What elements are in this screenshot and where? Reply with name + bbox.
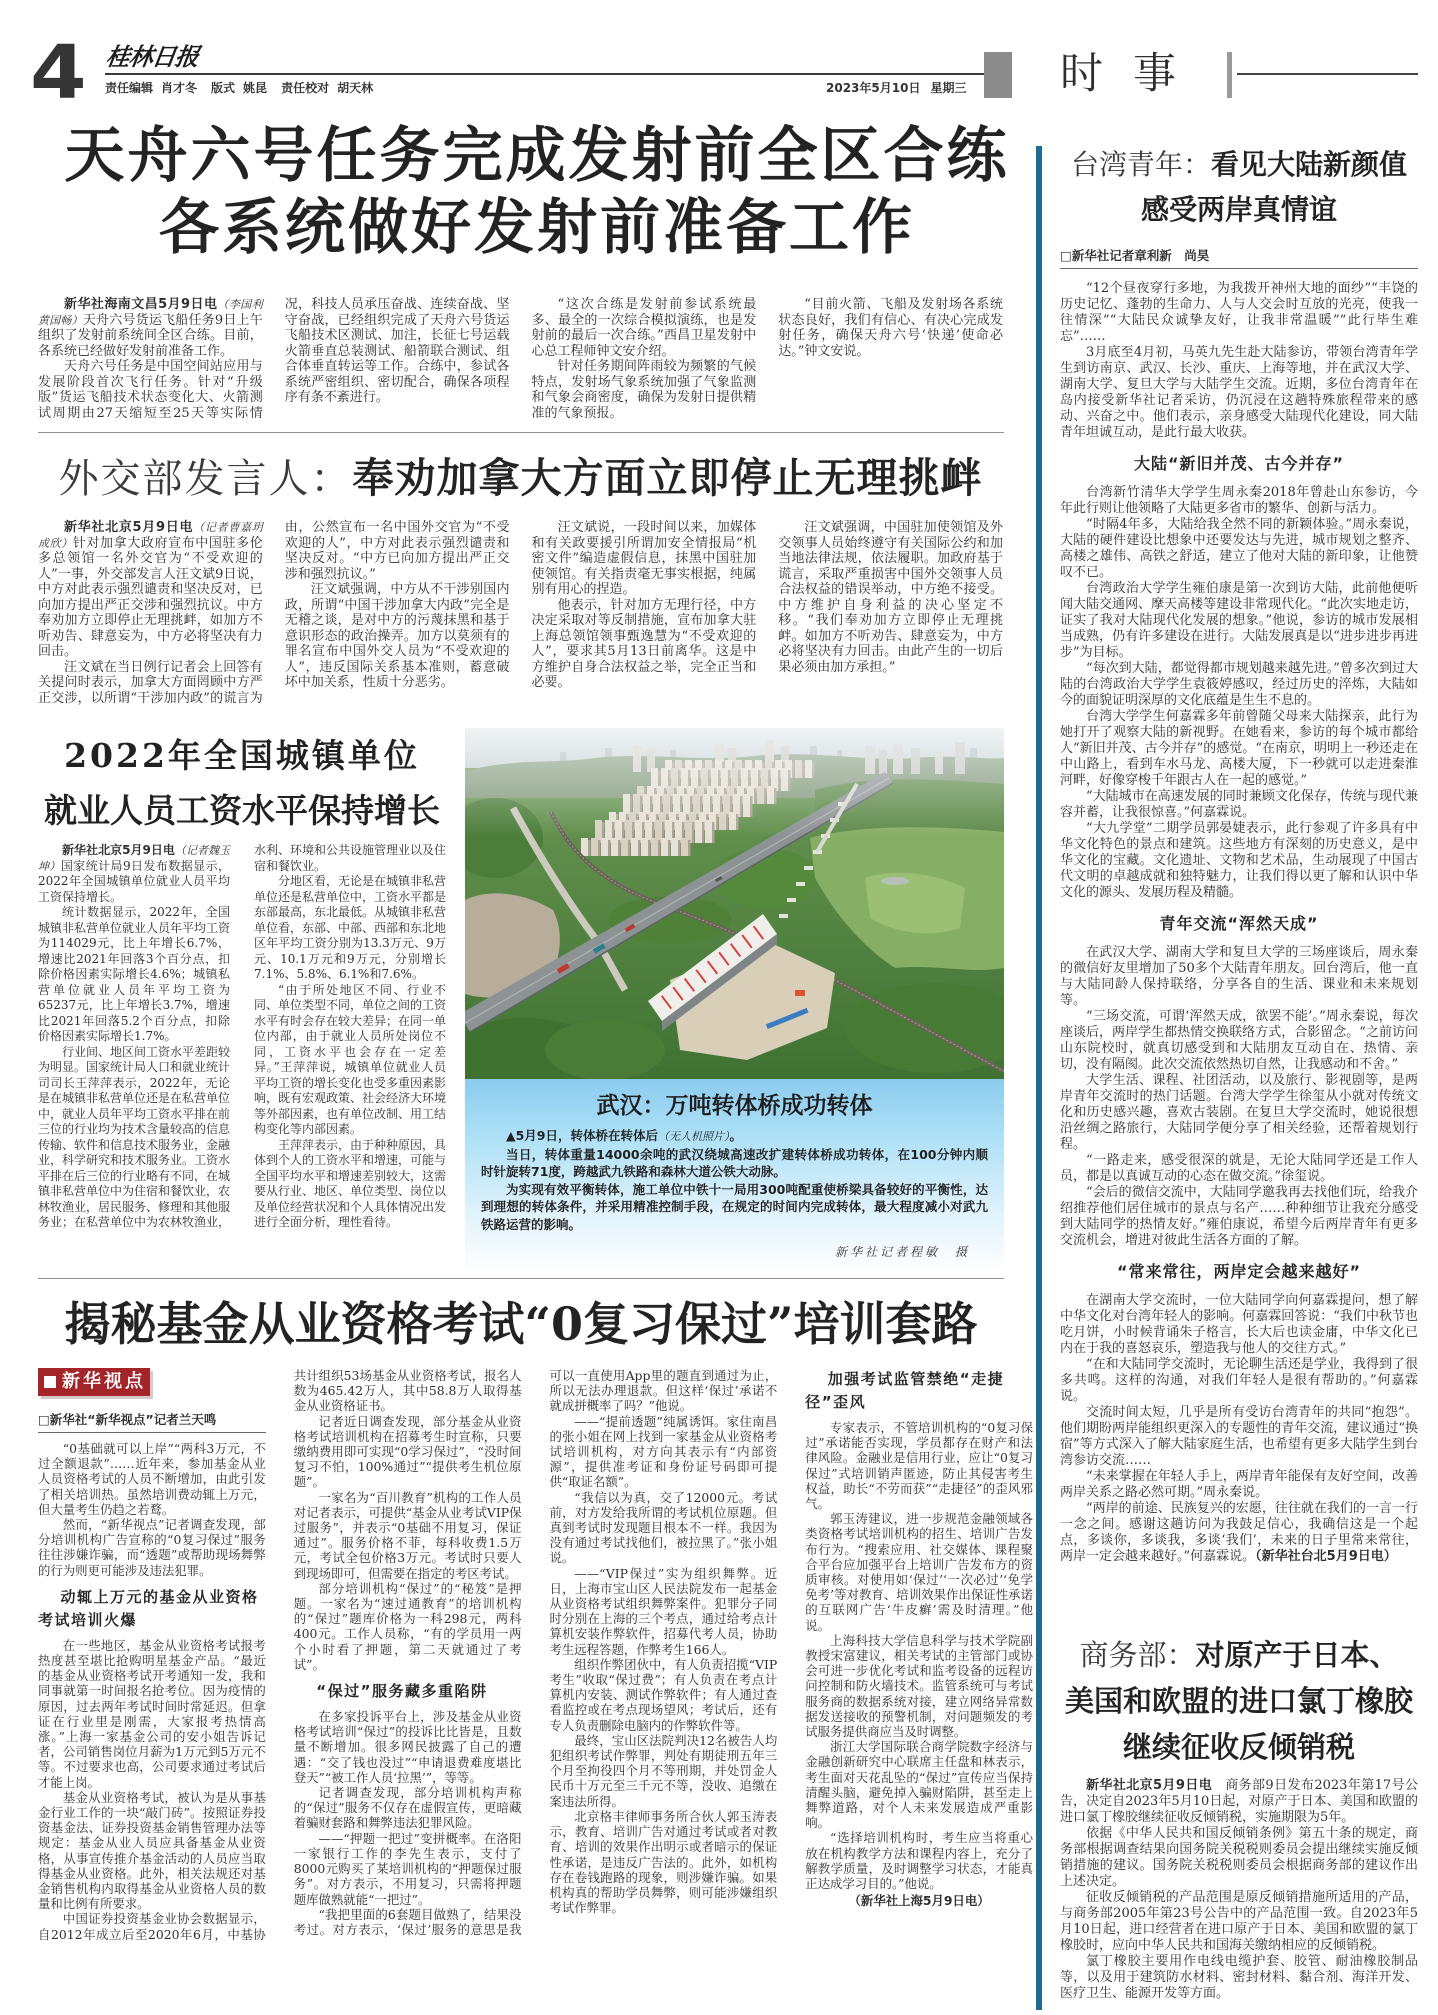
section-title: 时事: [1060, 49, 1206, 99]
article-paragraph: “每次到大陆，都觉得都市规划越来越先进。”曾多次到过大陆的台湾政治大学学生袁筱婷感叹，经过历史的淬炼，大陆如今的面貌证明深厚的文化底蕴是生生不息的。: [1060, 661, 1418, 708]
photo-building: [671, 838, 678, 856]
headline-mofcom: [1060, 1632, 1418, 1770]
article-paragraph: “0基础就可以上岸”“两科3万元，不过全额退款”……近年来，参加基金从业人员资格考试的人员不断增加，由此引发了相关培训热。虽然培训费动辄上万元，但大量考生仍趋之若鹜。: [38, 1441, 266, 1517]
article-paragraph: 行业间、地区间工资水平差距较为明显。国家统计局人口和就业统计司司长王萍萍表示，2022年，无论是在城镇非私营单位还是在私营单位中，就业人员年平均工资水平排在前三位的行业均为技术含量较高的信息传输、软件和信息技术服务业，金融业，科学研究和技术服务业。工资水平排在后三位的行业略有不同，在城镇非私营单位中为住宿和餐饮业，农林牧渔业，居民服务、修理和其他服务业；在私营单位中为农林牧渔业，水利、环境和公共设施管理业以及住宿和餐饮业。: [38, 843, 447, 1229]
article-paragraph: 汪文斌在当日例行记者会上回答有关提问时表示，加拿大方面罔顾中方严正交涉，以所谓“干涉加内政”的谎言为由，公然宣布一名中国外交官为“不受欢迎的人”，中方对此表示强烈谴责和坚决反对。“中方已向加方提出严正交涉和强烈抗议。”: [38, 520, 510, 706]
weekday-text: 星期三: [930, 81, 967, 95]
subheading: “保过”服务藏多重陷阱: [316, 1682, 488, 1701]
article-paragraph: 基金从业资格考试，被认为是从事基金行业工作的一块“敲门砖”。按照证券投资基金法、证券投资基金销售管理办法等规定：基金从业人员应具备基金从业资格，从事宣传推介基金活动的人员应当取得基金从业资格。此外，相关法规还对基金销售机构内取得基金从业资格人员的数量和比例有所要求。: [38, 1789, 266, 1912]
square-icon: [44, 1376, 56, 1388]
newspaper-masthead-logo: 桂林日报: [104, 42, 201, 71]
article-paragraph: 最终，宝山区法院判决12名被告人均犯组织考试作弊罪，判处有期徒刑五年三个月至拘役四个月不等刑期，并处罚金人民币十万元至三千元不等，没收、追缴在案违法所得。: [549, 1732, 778, 1809]
date-text: 2023年5月10日: [826, 81, 921, 95]
article-paragraph: 交流时间太短，几乎是所有受访台湾青年的共同“抱怨”。他们期盼两岸能组织更深入的专题性的青年交流，建议通过“换宿”等方式深入了解大陆家庭生活，也希望有更多大陆学生到台湾参访交流……: [1060, 1405, 1418, 1468]
credit-name: 胡天林: [337, 81, 374, 95]
photo-building: [591, 838, 598, 856]
dateline: 新华社海南文昌5月9日电: [64, 297, 218, 312]
article-paragraph: “由于所处地区不同、行业不同、单位类型不同，单位之间的工资水平有时会存在较大差异；在同一单位内部，由于就业人员所处岗位不同，工资水平也会存在一定差异。”王萍萍说，城镇单位就业人员平均工资的增长变化也受多重因素影响，既有宏观政策、社会经济大环境等外部因素，也有单位改制、用工结构变化等内部因素。: [254, 982, 447, 1136]
article-taiwan-youth: [1060, 142, 1418, 1565]
lead-text: 针对加拿大政府宣布中国驻多伦多总领馆一名外交官为“不受欢迎的人”一事，外交部发言人汪文斌9日说，中方对此表示强烈谴责和坚决反对，已向加方提出严正交涉和强烈抗议。中方奉劝加方立即停止无理挑衅，如加方不听劝告、肆意妄为，中方必将坚决有力回击。: [38, 535, 263, 659]
section-divider-bar: [1227, 52, 1232, 98]
article-paragraph: 大学生活、课程、社团活动，以及旅行、影视剧等，是两岸青年交流时的热门话题。台湾大学学生徐玺从小就对传统文化和历史感兴趣，喜欢古装剧。在复旦大学交流时，她说很想沿丝绸之路旅行，大陆同学便分享了相关经验，还帮着规划行程。: [1060, 1073, 1418, 1152]
headline-line: 就业人员工资水平保持增长: [44, 791, 440, 830]
photo-building: [678, 840, 681, 856]
credit-role: 责任编辑: [105, 81, 154, 95]
article-paragraph: “在和大陆同学交流时，无论聊生活还是学业，我得到了很多共鸣。这样的沟通，对我们年轻人是很有帮助的。”何嘉霖说。: [1060, 1357, 1418, 1404]
article-paragraph: 他表示，针对加方无理行径，中方决定采取对等反制措施，宣布加拿大驻上海总领馆领事甄逸慧为“不受欢迎的人”，要求其5月13日前离华。这是中方维护自身合法权益之举，完全正当和必要。: [531, 597, 757, 690]
article-paragraph: “三场交流，可谓‘浑然天成，欲罢不能’。”周永秦说，每次座谈后，两岸学生都热情交换联络方式，合影留念。“之前访问山东院校时，就真切感受到和大陆朋友互动自在、热情、亲切，没有隔阂。此次交流依然热切自然，让我感动和不舍。”: [1060, 1009, 1418, 1072]
headline-fund-exam: 揭秘基金从业资格考试“0复习保过”培训套路: [64, 1297, 978, 1351]
section-divider: [38, 432, 1004, 433]
dateline: 新华社北京5月9日电: [1086, 1778, 1213, 1793]
article-paragraph: “12个昼夜穿行多地，为我拨开神州大地的面纱”“丰饶的历史记忆、蓬勃的生命力、人与人交会时互放的光亮，使我一往情深”“大陆民众诚挚友好，让我非常温暖”“此行毕生难忘”……: [1060, 281, 1418, 344]
photo-building: [631, 838, 638, 856]
article-paragraph: “选择培训机构时，考生应当将重心放在机构教学方法和课程内容上，充分了解教学质量，及时调整学习状态，才能真正达成学习目的。”他说。: [805, 1830, 1033, 1892]
photo-building: [601, 838, 608, 856]
article-paragraph: 分地区看，无论是在城镇非私营单位还是私营单位中，工资水平都是东部最高，东北最低。从城镇非私营单位看，东部、中部、西部和东北地区年平均工资分别为13.3万元、9万元、10.1万元和9万元，分别增长7.1%、5.8%、6.1%和7.6%。: [254, 874, 447, 981]
photo-caption-lead: [481, 1127, 988, 1146]
article-paragraph: ——“VIP保过”实为组织舞弊。近日，上海市宝山区人民法院发布一起基金从业资格考试组织舞弊案件。犯罪分子同时分别在上海的三个考点，通过给考点计算机安装作弊软件，招募代考人员，协助考生远程答题，作弊考生166人。: [549, 1565, 778, 1657]
article-paragraph: 在武汉大学、湖南大学和复旦大学的三场座谈后，周永秦的微信好友里增加了50多个大陆青年朋友。回台湾后，他一直与大陆同龄人保持联络，分享各自的生活、课业和未来规划等。: [1060, 945, 1418, 1008]
article-paragraph: 3月底至4月初，马英九先生赴大陆参访，带领台湾青年学生到访南京、武汉、长沙、重庆、上海等地，并在武汉大学、湖南大学、复旦大学与大陆学生交流。近期，多位台湾青年在岛内接受新华社记者采访，仍沉浸在这趟特殊旅程带来的感动、兴奋之中。他们表示，亲身感受大陆现代化建设，同大陆青年坦诚互动，是此行最大收获。: [1060, 345, 1418, 440]
photo-caption-title: 武汉：万吨转体桥成功转体: [596, 1092, 873, 1119]
headline-prefix: 台湾青年：: [1070, 148, 1211, 181]
column-accent-bar: [1036, 146, 1042, 2010]
article-paragraph: “一路走来，感受很深的就是，无论大陆同学还是工作人员，都是以真诚互动的心态在做交流。”徐玺说。: [1060, 1153, 1418, 1184]
headline-line: 继续征收反倾销税: [1122, 1730, 1355, 1764]
photo-frame: [465, 728, 1004, 1079]
caption-lead-text: ▲5月9日，转体桥在转体后: [506, 1128, 659, 1143]
photo-machinery: [795, 990, 805, 996]
lead-text: 商务部9日发布2023年第17号公告，决定自2023年5月10日起，对原产于日本、美国和欧盟的进口氯丁橡胶继续征收反倾销税，实施期限为5年。: [1060, 1778, 1418, 1825]
credit-name: 肖才冬: [161, 81, 198, 95]
paragraph-text: “两岸的前途、民族复兴的宏愿，往往就在我们的一言一行一念之间。感谢这趟访问为我鼓足信心，我确信这是一个起点，多谈你，多谈我，多谈‘我们’，未来的日子里常来常往，两岸一定会越来越好。”何嘉霖说。: [1060, 1501, 1418, 1564]
photo-building: [628, 840, 631, 856]
headline-prefix: 商务部：: [1079, 1638, 1196, 1672]
credit-role: 版式: [211, 81, 236, 95]
headline-line: [1060, 1632, 1418, 1678]
subheading: “常来常往，两岸定会越来越好”: [1116, 1262, 1362, 1281]
article-mofcom: [1060, 1632, 1418, 2002]
article-paragraph: 一家名为“百川教育”机构的工作人员对记者表示，可提供“基金从业考试VIP保过服务”，并表示“0基础不用复习，保证通过”。服务价格不菲，每科收费1.5万元，考试全包价格3万元。考试时只要人到现场即可，但需要在指定的考区考试。: [293, 1489, 522, 1581]
caption-note: （无人机照片）: [658, 1130, 730, 1143]
photo-caption-box: [465, 1079, 1004, 1268]
photo-building: [641, 838, 648, 856]
dateline: 新华社北京5月9日电: [62, 843, 175, 857]
article-paragraph: “我把里面的6套题目做熟了，结果没考过。对方表示，‘保过’服务的意思是我可以一直使用App里的题直到通过为止，所以无法办理退款。但这样‘保过’承诺不就成拼概率了吗？”他说。: [293, 1368, 778, 1937]
headline-taiwan-youth: [1060, 142, 1418, 232]
headline-line: 美国和欧盟的进口氯丁橡胶: [1064, 1684, 1413, 1718]
article-paragraph: 针对任务期间阵雨较为频繁的气候特点，发射场气象系统加强了气象监测和气象会商密度，确保为发射日提供精准的气象预报。: [531, 359, 757, 421]
headline-main: 奉劝加拿大方面立即停止无理挑衅: [352, 454, 983, 502]
photo-building: [688, 840, 691, 856]
article-paragraph: 在一些地区，基金从业资格考试报考热度甚至堪比抢购明星基金产品。“最近的基金从业资格考试开考通知一发，我和同事就第一时间报名抢考位。因为疫情的原因，过去两年考试时间时常延迟。但拿证在行业里是刚需，大家报考热情高涨。”上海一家基金公司的安小姐告诉记者，公司销售岗位月薪为1万元到5万元不等。不过要求也高，公司要求通过考试后才能上岗。: [38, 1637, 266, 1790]
article-mfa-body: [38, 520, 1003, 710]
article-end-dateline: （新华社上海5月9日电）: [848, 1893, 990, 1909]
article-paragraph: 中国证券投资基金业协会数据显示，自2012年成立后至2020年6月，中基协共计组织53场基金从业资格考试，报名人数为465.42万人，其中58.8万人取得基金从业资格证书。: [38, 1368, 522, 1942]
article-paragraph: “时隔4年多，大陆给我全然不同的新颖体验。”周永秦说，大陆的硬件建设比想象中还要发达与先进，城市规划之整齐、高楼之雄伟、高铁之舒适，建立了他对大陆的新印象，让他赞叹不已。: [1060, 517, 1418, 580]
headline-line: 天舟六号任务完成发射前全区合练: [64, 121, 1010, 191]
article-paragraph: “大陆城市在高速发展的同时兼顾文化保存，传统与现代兼容并蓄，让我很惊喜。”何嘉霖说。: [1060, 789, 1418, 820]
photo-building: [661, 838, 668, 856]
column-badge: [38, 1368, 150, 1396]
article-paragraph: 浙江大学国际联合商学院数字经济与金融创新研究中心联席主任盘和林表示，考生面对天花乱坠的“保过”宣传应当保持清醒头脑，避免掉入骗财陷阱，甚至走上舞弊道路，对个人未来发展造成严重影响。: [805, 1739, 1033, 1831]
article-paragraph: 组织作弊团伙中，有人负责招揽“VIP考生”收取“保过费”；有人负责在考点计算机内安装、测试作弊软件；有人通过查看监控或在考点现场望风；考试后，还有专人负责删除电脑内的作弊软件等。: [549, 1656, 778, 1733]
article-paragraph: [38, 520, 263, 660]
photo-building: [638, 840, 641, 856]
header-rule: [105, 73, 985, 75]
photo-atmospheric-haze: [465, 728, 1004, 838]
article-paragraph: 郭玉涛建议，进一步规范金融领域各类资格考试培训机构的招生、培训广告发布行为。“搜索应用、社交媒体、课程聚合平台应加强平台上培训广告发布方的资质审核。对使用如‘保过’‘一次必过’‘免学免考’等对教育、培训效果作出保证性承诺的互联网广告‘牛皮癣’需及时清理。”他说。: [805, 1511, 1033, 1633]
article-paragraph: 专家表示，不管培训机构的“0复习保过”承诺能否实现，学员都存在财产和法律风险。金融业是信用行业，应让“0复习保过”式培训销声匿迹，防止其侵害考生权益，助长“不劳而获”“走捷径”的歪风邪气。: [805, 1420, 1033, 1512]
section-marker-block: [984, 52, 1012, 98]
headline-line: [1060, 142, 1418, 187]
photo-building: [581, 838, 588, 856]
reporters: （记者魏玉坤）: [38, 844, 231, 873]
article-paragraph: 台湾新竹清华大学学生周永秦2018年曾赴山东参访，今年此行则让他领略了大陆更多省市的繁华、创新与活力。: [1060, 485, 1418, 516]
article-end-dateline: （新华社台北5月9日电）: [1255, 1549, 1397, 1564]
photo-building: [611, 838, 618, 856]
article-paragraph: 天舟六号任务是中国空间站应用与发展阶段首次飞行任务。针对“升级版”货运飞船技术状态变化大、火箭测试周期由27天缩短至25天等实际情况，科技人员承压奋战、连续奋战、坚守奋战，已经组织完成了天舟六号货运飞船技术区测试、加注，长征七号运载火箭垂直总装测试、船箭联合测试、组合体垂直转运等工作。合练中，参试各系统严密组织、密切配合，确保各项程序有条不紊进行。: [38, 297, 510, 421]
article-wages-body: [38, 843, 446, 1271]
article-paragraph: 台湾大学学生何嘉霖多年前曾随父母来大陆探亲，此行为她打开了观察大陆的新视野。在她看来，参访的每个城市都给人“新旧并茂、古今并存”的感觉。“在南京，明明上一秒还走在中山路上，看到车水马龙、高楼大厦，下一秒就可以走进秦淮河畔，好像穿梭千年跟古人在一起的感觉。”: [1060, 709, 1418, 788]
reporters: （记者曹嘉玥 成欣）: [38, 521, 263, 550]
article-paragraph: “目前火箭、飞船及发射场各系统状态良好，我们有信心、有决心完成发射任务，确保天舟六号‘快递’使命必达。”钟文安说。: [778, 297, 1003, 359]
caption-tail: 。: [729, 1128, 743, 1143]
headline-tianzhou: [38, 120, 1036, 264]
photo-building: [658, 840, 661, 856]
article-paragraph: ——“押题一把过”变拼概率。在洛阳一家银行工作的李先生表示，支付了8000元购买了某培训机构的“押题保过服务”。对方表示，不用复习，只需将押题题库做熟就能“一把过”。: [293, 1830, 522, 1907]
photo-credit: 新华社记者程敏 摄: [834, 1245, 970, 1259]
photo-caption-paragraph: 为实现有效平衡转体，施工单位中铁十一局用300吨配重使桥梁具备较好的平衡性，达到理想的转体条件，并采用精准控制手段，在规定的时间内完成转体，最大程度减小对武九铁路运营的影响。: [481, 1181, 988, 1232]
headline-line: 各系统做好发射前准备工作: [159, 193, 915, 263]
credit-name: 姚昆: [243, 81, 268, 95]
photo-building: [618, 840, 621, 856]
lead-text: 国家统计局9日发布数据显示，2022年全国城镇单位就业人员平均工资保持增长。: [38, 858, 231, 904]
photo-building: [621, 838, 628, 856]
article-paragraph: “我信以为真，交了12000元。考试前，对方发给我所谓的考试机位原题。但真到考试时发现题目根本不一样。我因为没有通过考试找他们，被拉黑了。”张小姐说。: [549, 1489, 778, 1566]
article-paragraph: [38, 843, 230, 905]
subheading: 青年交流“浑然天成”: [1159, 914, 1319, 933]
article-paragraph: “会后的微信交流中，大陆同学邀我再去找他们玩，给我介绍推荐他们居住城市的景点与名产……种种细节让我充分感受到大陆同学的热情友好。”雍伯康说，希望今后两岸青年有更多交流机会，增进对彼此生活各方面的了解。: [1060, 1185, 1418, 1248]
credit-role: 责任校对: [281, 81, 330, 95]
article-paragraph: 依据《中华人民共和国反倾销条例》第五十条的规定，商务部根据调查结果向国务院关税税则委员会提出继续实施反倾销措施的建议。国务院关税税则委员会根据商务部的建议作出上述决定。: [1060, 1826, 1418, 1889]
article-fund-body: [38, 1368, 1033, 2010]
headline-line: 2022年全国城镇单位: [64, 736, 420, 775]
subheading: 加强考试监管禁绝“走捷径”歪风: [805, 1370, 1005, 1411]
article-paragraph: [1060, 1778, 1418, 1826]
article-paragraph: 在多家投诉平台上，涉及基金从业资格考试培训“保过”的投诉比比皆是，且数量不断增加。很多网民披露了自己的遭遇：“交了钱也没过”“申请退费难度堪比登天”“被工作人员‘拉黑’”，等等。: [293, 1709, 522, 1785]
editor-credits: [105, 81, 387, 96]
subheading: 大陆“新旧并茂、古今并存”: [1133, 454, 1345, 473]
photo-building: [651, 838, 658, 856]
dateline: 新华社北京5月9日电: [64, 520, 194, 535]
photo-building: [598, 840, 601, 856]
byline: □新华社记者章利新 尚昊: [1060, 248, 1418, 269]
article-paragraph: “这次合练是发射前参试系统最多、最全的一次综合模拟演练，也是发射前的最后一次合练。”西昌卫星发射中心总工程师钟文安介绍。: [531, 297, 757, 359]
photo-caption-paragraph: 当日，转体重量14000余吨的武汉绕城高速改扩建转体桥成功转体，在100分钟内顺时针旋转71度，跨越武九铁路和森林大道公铁大动脉。: [481, 1146, 988, 1179]
article-paragraph: 在湖南大学交流时，一位大陆同学向何嘉霖提问，想了解中华文化对台湾年轻人的影响。何嘉霖回答说：“我们中秋节也吃月饼，小时候背诵朱子格言，长大后也读金庸，中华文化已内在于我的喜怒哀乐，塑造我与他人的交往方式。”: [1060, 1293, 1418, 1356]
badge-label: 新华视点: [62, 1371, 146, 1393]
article-paragraph: 记者近日调查发现，部分基金从业资格考试培训机构在招募考生时宣称，只要缴纳费用即可实现“0学习保过”，“没时间复习不怕，100%通过”“提供考生机位原题”。: [293, 1413, 522, 1490]
article-paragraph: 王萍萍表示，由于种种原因，具体到个人的工资水平和增速，可能与全国平均水平和增速差别较大，这需要从行业、地区、单位类型、岗位以及单位经营状况和个人具体情况出发进行全面分析，理性看待。: [254, 1137, 447, 1229]
right-column: [1060, 142, 1418, 2002]
page-number: 4: [30, 30, 87, 116]
article-paragraph: 记者调查发现，部分培训机构声称的“保过”服务不仅存在虚假宣传，更暗藏着骗财套路和舞弊违法犯罪风险。: [293, 1785, 522, 1831]
article-paragraph: 汪文斌强调，中国驻加使领馆及外交领事人员始终遵守有关国际公约和加当地法律法规，依法履职。加政府基于谎言，采取严重损害中国外交领事人员合法权益的错误举动，中方绝不接受。中方维护自身利益的决心坚定不移。“我们奉劝加方立即停止无理挑衅。如加方不听劝告、肆意妄为，中方必将坚决有力回击。由此产生的一切后果必须由加方承担。”: [778, 520, 1003, 675]
article-paragraph: 然而，“新华视点”记者调查发现，部分培训机构广告宣称的“0复习保过”服务往往涉嫌诈骗，而“透题”或帮助现场舞弊的行为则更可能涉及违法犯罪。: [38, 1517, 266, 1578]
headline-mfa: [38, 452, 1003, 513]
photo-building: [668, 840, 671, 856]
header-rule-right: [1237, 73, 1418, 75]
article-paragraph: [1060, 1501, 1418, 1565]
article-paragraph: 征收反倾销税的产品范围是原反倾销措施所适用的产品，与商务部2005年第23号公告中的产品范围一致。自2023年5月10日起，进口经营者在进口原产于日本、美国和欧盟的氯丁橡胶时，应向中华人民共和国海关缴纳相应的反倾销税。: [1060, 1890, 1418, 1953]
bridge-aerial-photo: [465, 728, 1004, 1079]
article-paragraph: “大九学堂”二期学员郭晏婕表示，此行参观了许多具有中华文化特色的景点和建筑。这些地方有深刻的历史意义，是中华文化的宝藏。文化遗址、文物和艺术品，生动展现了中国古代文明的卓越成就和独特魅力，让我们得以更了解和认识中华文化的源头、发展历程及精髓。: [1060, 821, 1418, 900]
photo-building: [648, 840, 651, 856]
article-paragraph: [38, 297, 263, 359]
photo-pond: [881, 877, 909, 885]
byline: □新华社“新华视点”记者兰天鸣: [38, 1412, 266, 1433]
reporters: （李国利 黄国畅）: [38, 298, 263, 327]
article-paragraph: “未来掌握在年轻人手上，两岸青年能保有友好空间，改善两岸关系之路必然可期。”周永秦说。: [1060, 1469, 1418, 1500]
headline-line: 感受两岸真情谊: [1140, 193, 1337, 226]
lead-text: 天舟六号货运飞船任务9日上午组织了发射前系统间全区合练。目前，各系统已经做好发射前准备工作。: [38, 312, 263, 359]
article-paragraph: 北京格丰律师事务所合伙人郭玉涛表示，教育、培训广告对通过考试或者对教育、培训的效果作出明示或者暗示的保证性承诺，是违反广告法的。此外，如机构存在卷钱跑路的现象，则涉嫌诈骗。如果机构真的帮助学员舞弊，则可能涉嫌组织考试作弊罪。: [549, 1808, 778, 1916]
headline-main: 看见大陆新颜值: [1211, 148, 1408, 181]
photo-building: [608, 840, 611, 856]
article-paragraph: 汪文斌说，一段时间以来，加媒体和有关政要援引所谓加安全情报局“机密文件”编造虚假信息，抹黑中国驻加使领馆。有关指责毫无事实根据，纯属别有用心的捏造。: [531, 520, 757, 597]
article-paragraph: 上海科技大学信息科学与技术学院副教授宋富建议，相关考试的主管部门或协会可进一步优化考试和监考设备的远程访问控制和防火墙技术。监管系统可与考试服务商的数据系统对接，建立网络异常数据发送接收的预警机制，对问题频发的考试服务提供商应当及时调整。: [805, 1632, 1033, 1740]
subheading: 动辄上万元的基金从业资格考试培训火爆: [38, 1587, 259, 1629]
article-paragraph: 台湾政治大学学生雍伯康是第一次到访大陆，此前他便听闻大陆交通网、摩天高楼等建设非常现代化。“此次实地走访，证实了我对大陆现代化发展的想象。”他说，参访的城市发展相当成熟，仍有许多建设在进行。大陆发展真是以“进步进步再进步”为目标。: [1060, 581, 1418, 660]
article-paragraph: 氯丁橡胶主要用作电线电缆护套、胶管、耐油橡胶制品等，以及用于建筑防水材料、密封材料、黏合剂、海洋开发、医疗卫生、能源开发等方面。: [1060, 1954, 1418, 2001]
article-tianzhou-body: [38, 297, 1003, 423]
photo-building: [681, 838, 688, 856]
headline-main: 对原产于日本、: [1195, 1638, 1399, 1672]
article-paragraph: ——“提前透题”纯属诱饵。家住南昌的张小姐在网上找到一家基金从业资格考试培训机构，对方向其表示有“内部资源”，提供准考证和身份证号码即可提供“取证名额”。: [549, 1413, 778, 1490]
photo-building: [588, 840, 591, 856]
headline-prefix: 外交部发言人：: [58, 456, 353, 502]
article-paragraph: 汪文斌强调，中方从不干涉别国内政，所谓“中国干涉加拿大内政”完全是无稽之谈，是对中方的污蔑抹黑和基于意识形态的政治操弄。加方以莫须有的罪名宣布中国外交人员为“不受欢迎的人”，违反国际关系基本准则，蓄意破坏中加关系，性质十分恶劣。: [284, 582, 510, 690]
article-paragraph: 部分培训机构“保过”的“秘笈”是押题。一家名为“速过通教育”的培训机构的“保过”题库价格为一科298元，两科400元。工作人员称，“有的学员用一两个小时看了押题，第二天就通过了考试”。: [293, 1580, 522, 1672]
section-divider: [38, 1278, 1004, 1279]
headline-wages: [38, 728, 446, 838]
issue-date: [826, 81, 966, 96]
article-paragraph: 统计数据显示，2022年，全国城镇非私营单位就业人员年平均工资为114029元，比上年增长6.7%，增速比2021年回落3个百分点，扣除价格因素实际增长4.6%；城镇私营单位就业人员年平均工资为65237元，比上年增长3.7%，增速比2021年回落5.2个百分点，扣除价格因素实际增长1.7%。: [38, 905, 231, 1043]
